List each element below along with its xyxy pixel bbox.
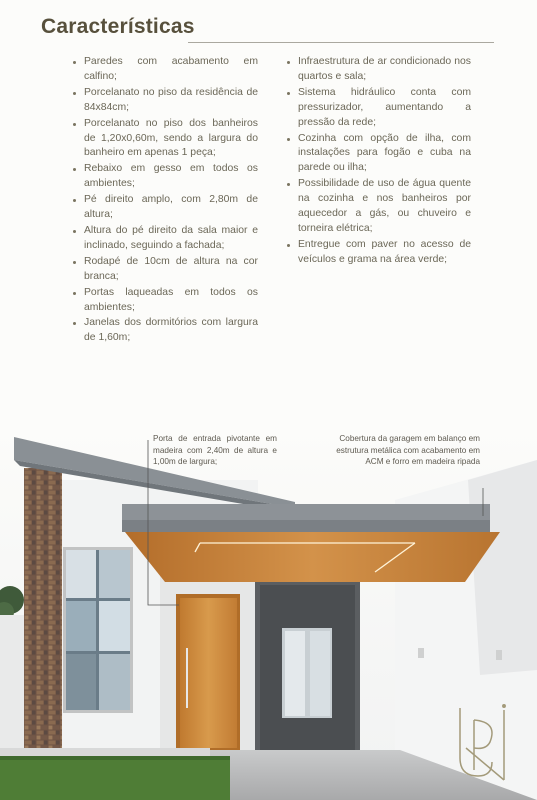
door-annotation: Porta de entrada pivotante em madeira com 2,40m de altura e 1,00m de largura; <box>153 434 277 466</box>
feature-item: Porcelanato no piso dos banheiros de 1,20x0,60m, sendo a largura do banheiro em apenas 1 peça; <box>72 117 258 162</box>
feature-item: Janelas dos dormitórios com largura de 1,60m; <box>72 316 258 346</box>
feature-item: Sistema hidráulico conta com pressurizador, aumentando a pressão da rede; <box>286 86 471 131</box>
feature-item: Altura do pé direito da sala maior e inclinado, seguindo a fachada; <box>72 224 258 254</box>
feature-item: Portas laqueadas em todos os ambientes; <box>72 286 258 316</box>
features-list-right <box>286 55 471 269</box>
feature-item: Entregue com paver no acesso de veículos e grama na área verde; <box>286 238 471 268</box>
feature-item: Infraestrutura de ar condicionado nos quartos e sala; <box>286 55 471 85</box>
feature-item: Paredes com acabamento em calfino; <box>72 55 258 85</box>
feature-item: Cozinha com opção de ilha, com instalações para fogão e cuba na parede ou ilha; <box>286 132 471 177</box>
feature-item: Possibilidade de uso de água quente na cozinha e nos banheiros por aquecedor a gás, ou chuveiro e torneira elétrica; <box>286 177 471 237</box>
feature-item: Pé direito amplo, com 2,80m de altura; <box>72 193 258 223</box>
features-list-left <box>72 55 258 347</box>
title-divider <box>188 42 494 43</box>
feature-item: Rodapé de 10cm de altura na cor branca; <box>72 255 258 285</box>
feature-item: Porcelanato no piso da residência de 84x84cm; <box>72 86 258 116</box>
feature-item: Rebaixo em gesso em todos os ambientes; <box>72 162 258 192</box>
section-title: Características <box>41 15 195 38</box>
monogram-logo <box>452 700 512 785</box>
garage-annotation: Cobertura da garagem em balanço em estrutura metálica com acabamento em ACM e forro em madeira ripada <box>336 434 480 466</box>
